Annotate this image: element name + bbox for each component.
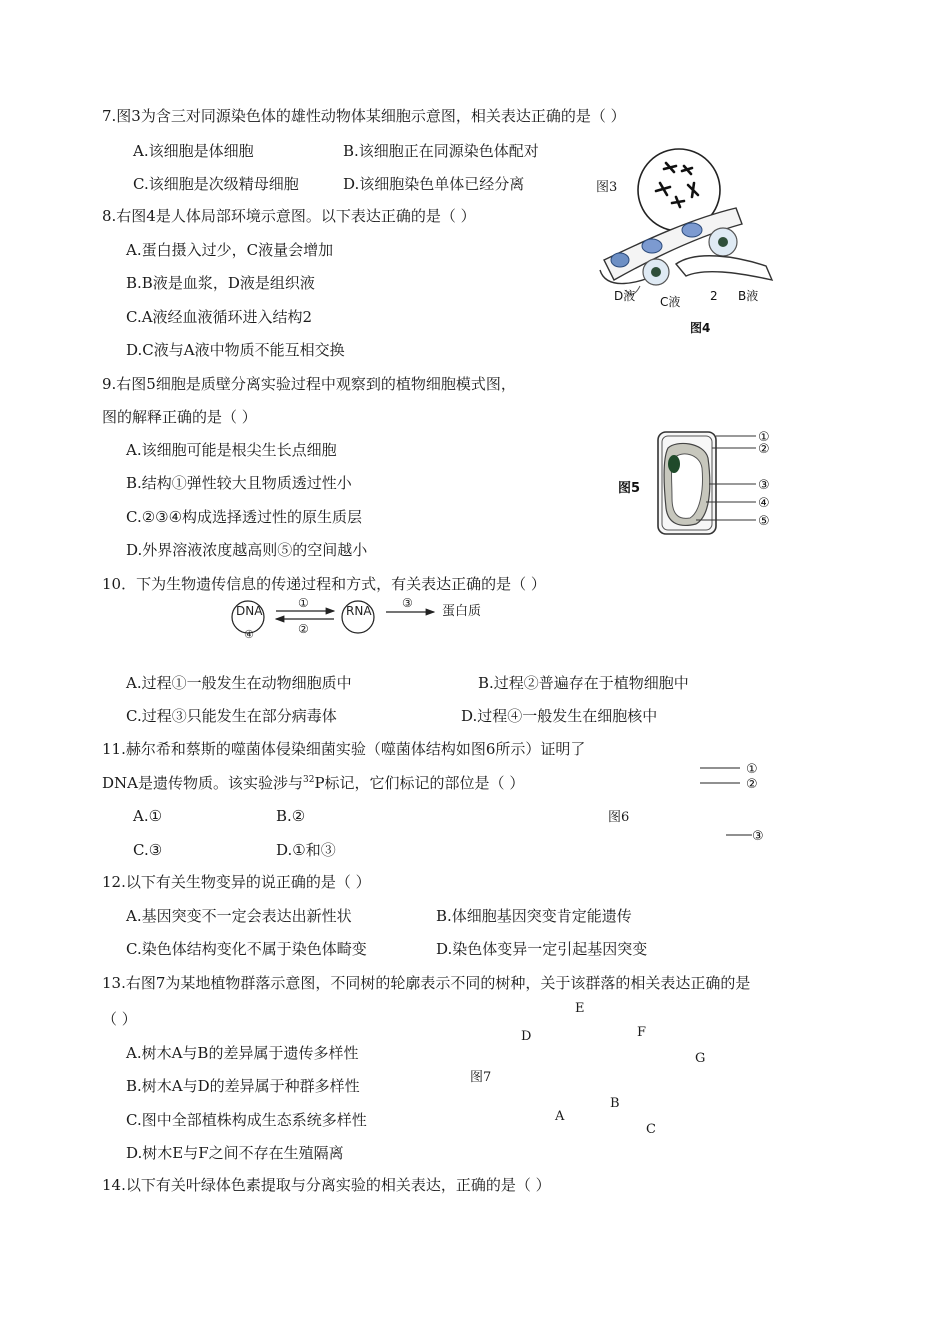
q10-protein-label: 蛋白质	[442, 604, 482, 619]
q8-option-d: D.C液与A液中物质不能互相交换	[126, 341, 345, 359]
q13-option-c: C.图中全部植株构成生态系统多样性	[126, 1111, 367, 1129]
q10-central-dogma-diagram	[228, 593, 508, 643]
q12-option-a: A.基因突变不一定会表达出新性状	[126, 907, 352, 925]
q11-stem-line2-post: P标记，它们标记的部位是（ ）	[314, 774, 525, 792]
figure-5-marker-2: ②	[758, 442, 770, 457]
q14-stem: 14.以下有关叶绿体色素提取与分离实验的相关表达，正确的是（ ）	[102, 1176, 551, 1194]
q12-option-d: D.染色体变异一定引起基因突变	[436, 940, 648, 958]
figure-5-marker-1: ①	[758, 430, 770, 445]
figure-6-marker-3: ③	[752, 829, 764, 844]
q11-stem-line2	[102, 773, 524, 793]
q11-stem-line1: 11.赫尔希和蔡斯的噬菌体侵染细菌实验（噬菌体结构如图6所示）证明了	[102, 740, 586, 758]
q9-option-c: C.②③④构成选择透过性的原生质层	[126, 508, 363, 526]
q8-option-a: A.蛋白摄入过少，C液量会增加	[126, 241, 334, 259]
q9-stem-line1: 9.右图5细胞是质壁分离实验过程中观察到的植物细胞模式图，	[102, 375, 516, 393]
q7-option-b: B.该细胞正在同源染色体配对	[343, 142, 539, 160]
q8-stem: 8.右图4是人体局部环境示意图。以下表达正确的是（ ）	[102, 207, 476, 225]
figure-7-tree-d: D	[521, 1029, 532, 1044]
figure-4-tissue-diagram	[596, 200, 786, 340]
figure-5-caption: 图5	[618, 481, 641, 496]
q10-process-3: ③	[402, 596, 413, 610]
q12-option-b: B.体细胞基因突变肯定能遗传	[436, 907, 632, 925]
q10-process-1: ①	[298, 596, 309, 610]
q10-process-4: ④	[244, 628, 254, 641]
q11-option-c: C.③	[133, 841, 163, 859]
q8-option-c: C.A液经血液循环进入结构2	[126, 308, 313, 326]
figure-4-c-liquid: C液	[660, 295, 681, 309]
figure-7-tree-b: B	[610, 1096, 620, 1111]
figure-3-label: 图3	[596, 180, 618, 195]
figure-7-tree-g: G	[695, 1051, 706, 1066]
q7-option-d: D.该细胞染色单体已经分离	[343, 175, 525, 193]
q13-stem-line2: （ ）	[102, 1010, 137, 1028]
q10-option-b: B.过程②普遍存在于植物细胞中	[478, 674, 689, 692]
q10-dna-label: DNA	[236, 604, 263, 618]
figure-5-marker-4: ④	[758, 496, 770, 511]
figure-4-d-liquid: D液	[614, 289, 636, 303]
q12-option-c: C.染色体结构变化不属于染色体畸变	[126, 940, 367, 958]
q10-option-c: C.过程③只能发生在部分病毒体	[126, 707, 337, 725]
q7-option-c: C.该细胞是次级精母细胞	[133, 175, 299, 193]
figure-4-label-2: 2	[710, 289, 718, 303]
figure-7-caption: 图7	[470, 1070, 492, 1085]
figure-5-marker-3: ③	[758, 478, 770, 493]
q11-option-a: A.①	[133, 807, 163, 825]
q9-option-d: D.外界溶液浓度越高则⑤的空间越小	[126, 541, 368, 559]
figure-6-marker-2: ②	[746, 777, 758, 792]
figure-5-plant-cell-diagram	[616, 428, 786, 540]
q9-option-a: A.该细胞可能是根尖生长点细胞	[126, 441, 337, 459]
q10-option-d: D.过程④一般发生在细胞核中	[461, 707, 658, 725]
q10-stem: 10．下为生物遗传信息的传递过程和方式，有关表达正确的是（ ）	[102, 575, 546, 593]
figure-6-phage-diagram	[696, 758, 776, 848]
figure-7-tree-c: C	[646, 1122, 656, 1137]
q11-option-b: B.②	[276, 807, 306, 825]
q11-option-d: D.①和③	[276, 841, 336, 859]
q11-isotope-superscript: 32	[303, 775, 315, 785]
figure-6-marker-1: ①	[746, 762, 758, 777]
q13-option-a: A.树木A与B的差异属于遗传多样性	[126, 1044, 359, 1062]
q13-option-d: D.树木E与F之间不存在生殖隔离	[126, 1144, 344, 1162]
q7-stem: 7.图3为含三对同源染色体的雄性动物体某细胞示意图，相关表达正确的是（ ）	[102, 107, 626, 125]
q10-option-a: A.过程①一般发生在动物细胞质中	[126, 674, 352, 692]
figure-4-b-liquid: B液	[738, 289, 759, 303]
q13-stem-line1: 13.右图7为某地植物群落示意图，不同树的轮廓表示不同的树种，关于该群落的相关表达正确的是	[102, 974, 751, 992]
q9-option-b: B.结构①弹性较大且物质透过性小	[126, 474, 352, 492]
q9-stem-line2: 图的解释正确的是（ ）	[102, 408, 257, 426]
q8-option-b: B.B液是血浆，D液是组织液	[126, 274, 315, 292]
figure-5-marker-5: ⑤	[758, 514, 770, 529]
figure-7-tree-e: E	[575, 1001, 585, 1016]
q10-rna-label: RNA	[346, 604, 372, 618]
figure-6-caption: 图6	[608, 810, 630, 825]
q10-process-2: ②	[298, 622, 309, 636]
q13-option-b: B.树木A与D的差异属于种群多样性	[126, 1077, 360, 1095]
q12-stem: 12.以下有关生物变异的说正确的是（ ）	[102, 873, 371, 891]
figure-7-tree-f: F	[637, 1025, 647, 1040]
figure-4-caption: 图4	[690, 321, 711, 335]
q11-stem-line2-pre: DNA是遗传物质。该实验涉与	[102, 774, 303, 792]
figure-7-tree-a: A	[555, 1109, 565, 1124]
q7-option-a: A.该细胞是体细胞	[133, 142, 254, 160]
